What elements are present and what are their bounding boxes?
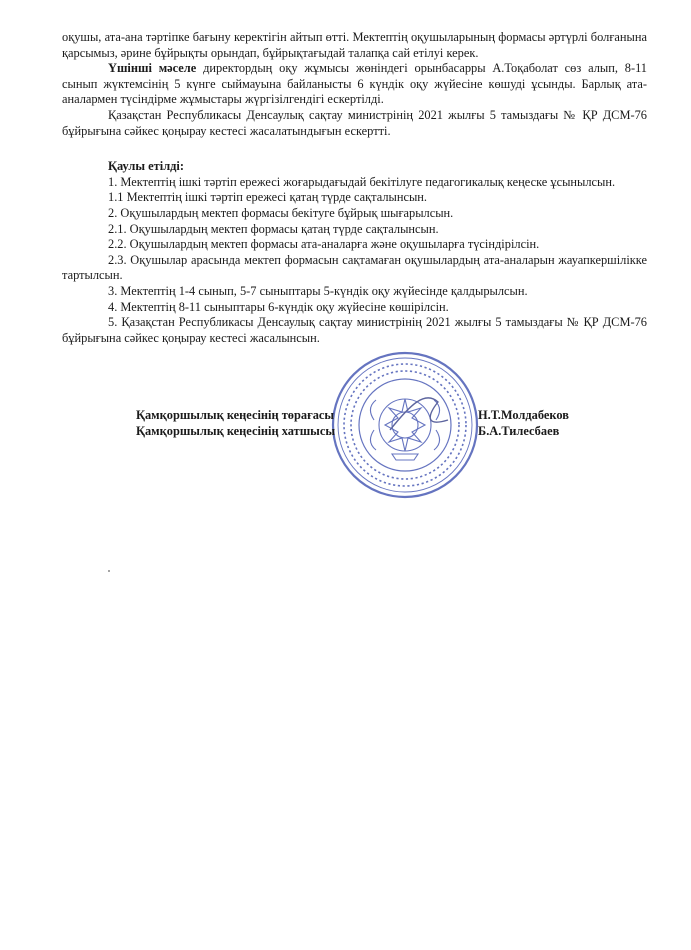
paragraph-2-rest: директордың оқу жұмысы жөніндегі орынбасарры А.Тоқаболат сөз алып, 8-11 сынып жүктемсінің 5 күнге сыймауына байланысты 6 күндік оқу жүйесіне көшуді ұсынды. Барлық ата-аналармен түсіндірме жұмыстары жүргізілгендігі ескертілді.	[62, 61, 647, 107]
paragraph-2	[62, 61, 647, 108]
signature-row	[136, 408, 636, 424]
stray-mark	[108, 570, 110, 572]
document-body	[62, 30, 647, 346]
decision-item: 2.1. Оқушылардың мектеп формасы қатаң түрде сақталынсын.	[108, 221, 439, 236]
signature-row	[136, 424, 636, 440]
signatory-name: Н.Т.Молдабеков	[478, 408, 569, 422]
decision-item: 4. Мектептің 8-11 сыныптары 6-күндік оқу жүйесіне көшірілсін.	[108, 299, 449, 314]
paragraph-3: Қазақстан Республикасы Денсаулық сақтау министрінің 2021 жылғы 5 тамыздағы № ҚР ДСМ-76 бұйрығына сәйкес қоңырау кестесі жасалатындығын ескертті.	[62, 107, 647, 138]
signature-block	[136, 408, 636, 439]
decision-item: 2.2. Оқушылардың мектеп формасы ата-аналарға және оқушыларға түсіндірілсін.	[108, 237, 540, 252]
decision-item: 2.3. Оқушылар арасында мектеп формасын сақтамаған оқушылардың ата-аналарын жауапкершілікке тартылсын.	[62, 252, 647, 283]
decision-item: 1. Мектептің ішкі тәртіп ережесі жоғарыдағыдай бекітілуге педагогикалық кеңеске ұсынылсын.	[108, 174, 616, 189]
signatory-title: Қамқоршылық кеңесінің хатшысы	[136, 423, 336, 438]
signatory-name: Б.А.Тилесбаев	[478, 423, 560, 438]
decision-item: 1.1 Мектептің ішкі тәртіп ережесі қатаң түрде сақталынсын.	[108, 190, 428, 205]
paragraph-1: оқушы, ата-ана тәртіпке бағыну керектігін айтып өтті. Мектептің оқушыларының формасы әртүрлі болғанына қарсымыз, әрине бұйрықты орындап, бұйрықтағыдай талапқа сай етілуі керек.	[62, 30, 647, 60]
decision-item: 5. Қазақстан Республикасы Денсаулық сақтау министрінің 2021 жылғы 5 тамыздағы № ҚР ДСМ-76 бұйрығына сәйкес қоңырау кестесі жасалынсын.	[62, 315, 647, 345]
decision-item: 3. Мектептің 1-4 сынып, 5-7 сыныптары 5-күндік оқу жүйесінде қалдырылсын.	[108, 283, 528, 298]
decision-heading: Қаулы етілді:	[108, 159, 184, 174]
decision-item: 2. Оқушылардың мектеп формасы бекітуге бұйрық шығарылсын.	[108, 205, 454, 220]
signatory-title: Қамқоршылық кеңесінің төрағасы	[136, 408, 335, 422]
paragraph-2-lead: Үшінші мәселе	[108, 61, 197, 76]
